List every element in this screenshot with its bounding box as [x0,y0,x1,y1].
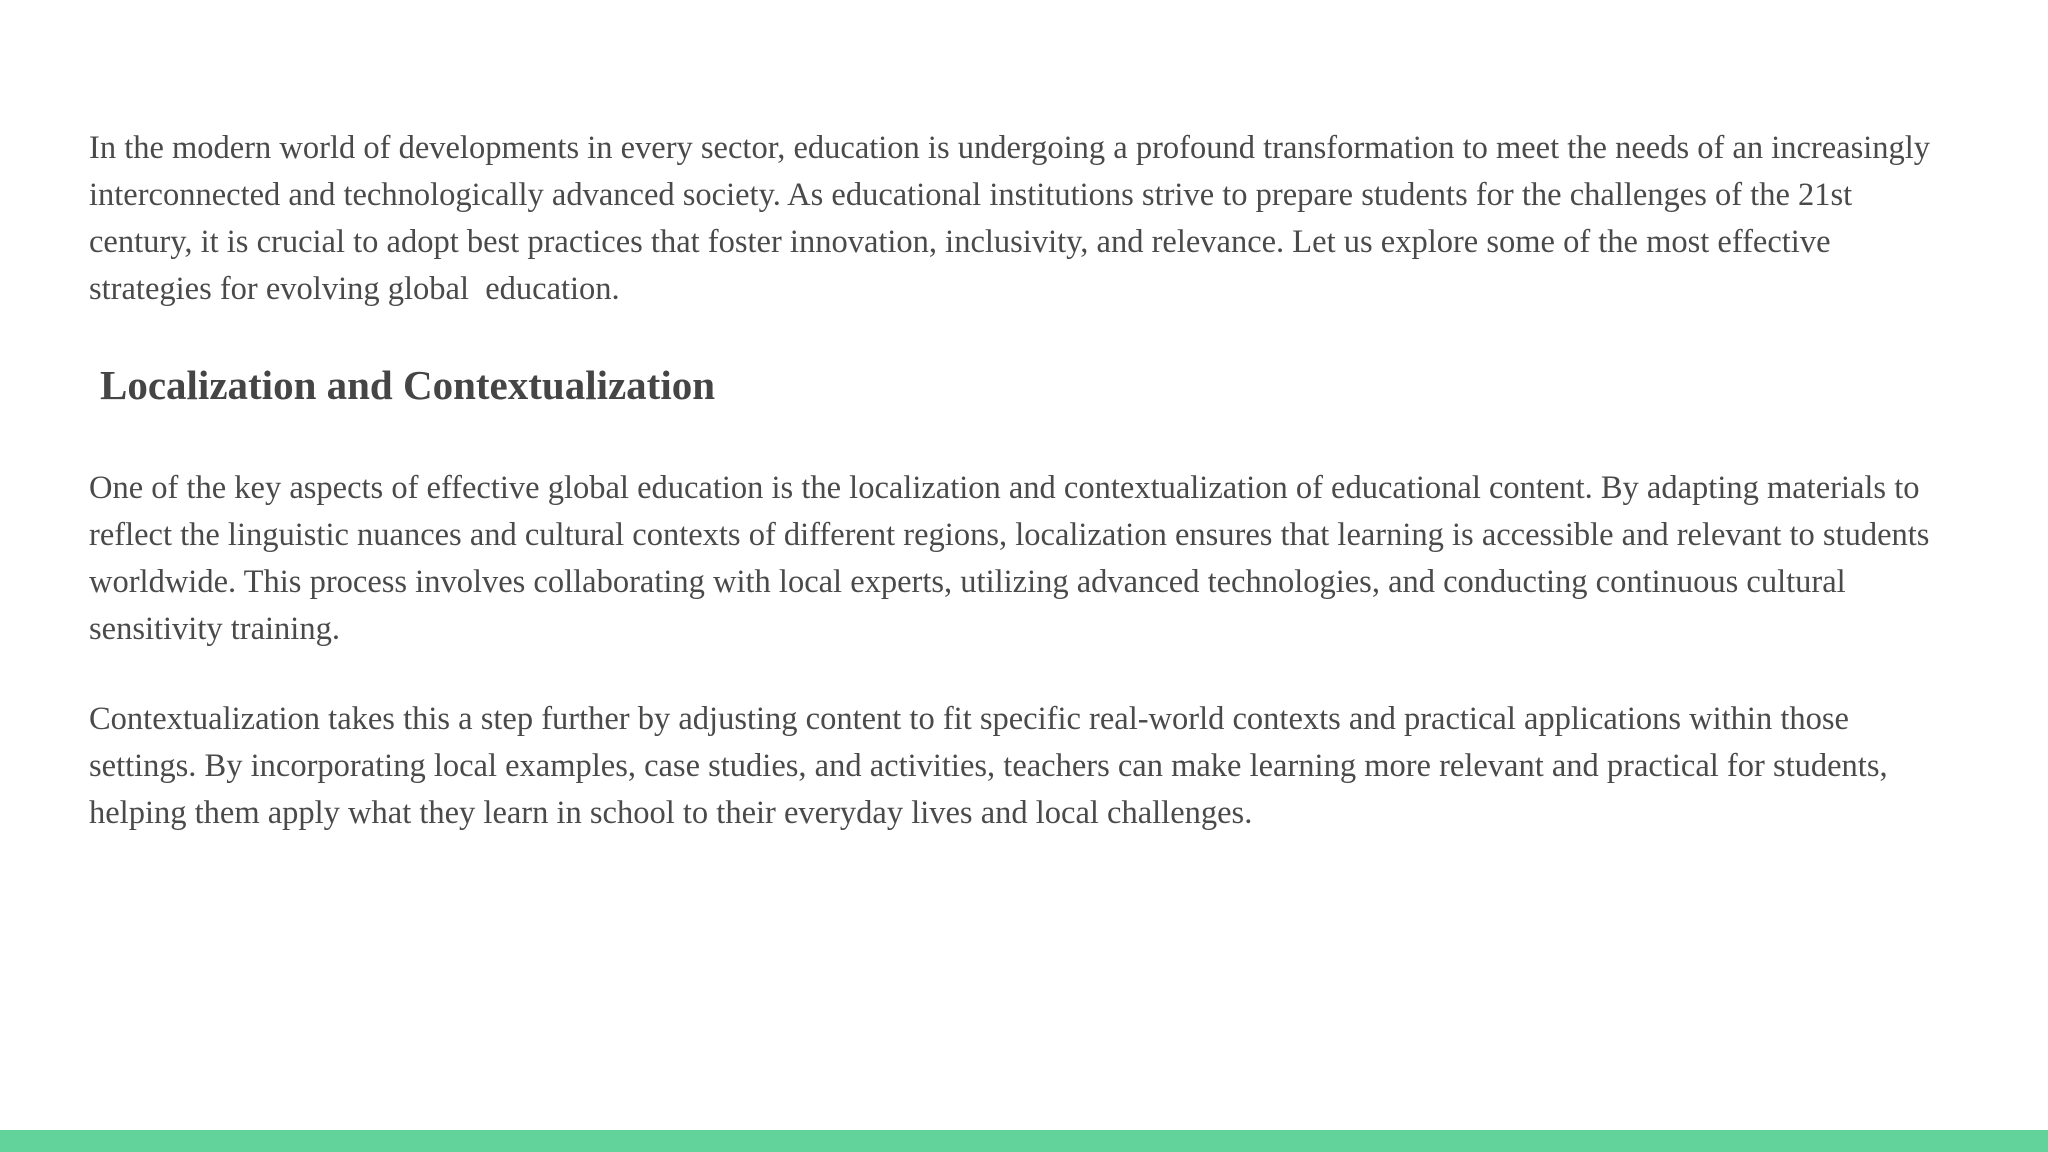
intro-paragraph: In the modern world of developments in every sector, education is undergoing a profound transformation to meet the needs of an increasingly interconnected and technologically advanced society. As educational institutions strive to prepare students for the challenges of the 21st century, it is crucial to adopt best practices that foster innovation, inclusivity, and relevance. Let us explore some of the most effective strategies for evolving global education. [89,130,1939,307]
footer-accent-bar [0,1130,2048,1152]
body-paragraph-localization: One of the key aspects of effective global education is the localization and contextualization of educational content. By adapting materials to reflect the linguistic nuances and cultural contexts of different regions, localization ensures that learning is accessible and relevant to students worldwide. This process involves collaborating with local experts, utilizing advanced technologies, and conducting continuous cultural sensitivity training. [89,470,1938,647]
body-paragraph-contextualization: Contextualization takes this a step further by adjusting content to fit specific real-world contexts and practical applications within those settings. By incorporating local examples, case studies, and activities, teachers can make learning more relevant and practical for students, helping them apply what they learn in school to their everyday lives and local challenges. [89,701,1896,831]
section-heading: Localization and Contextualization [100,362,716,408]
document-content [89,125,1959,837]
